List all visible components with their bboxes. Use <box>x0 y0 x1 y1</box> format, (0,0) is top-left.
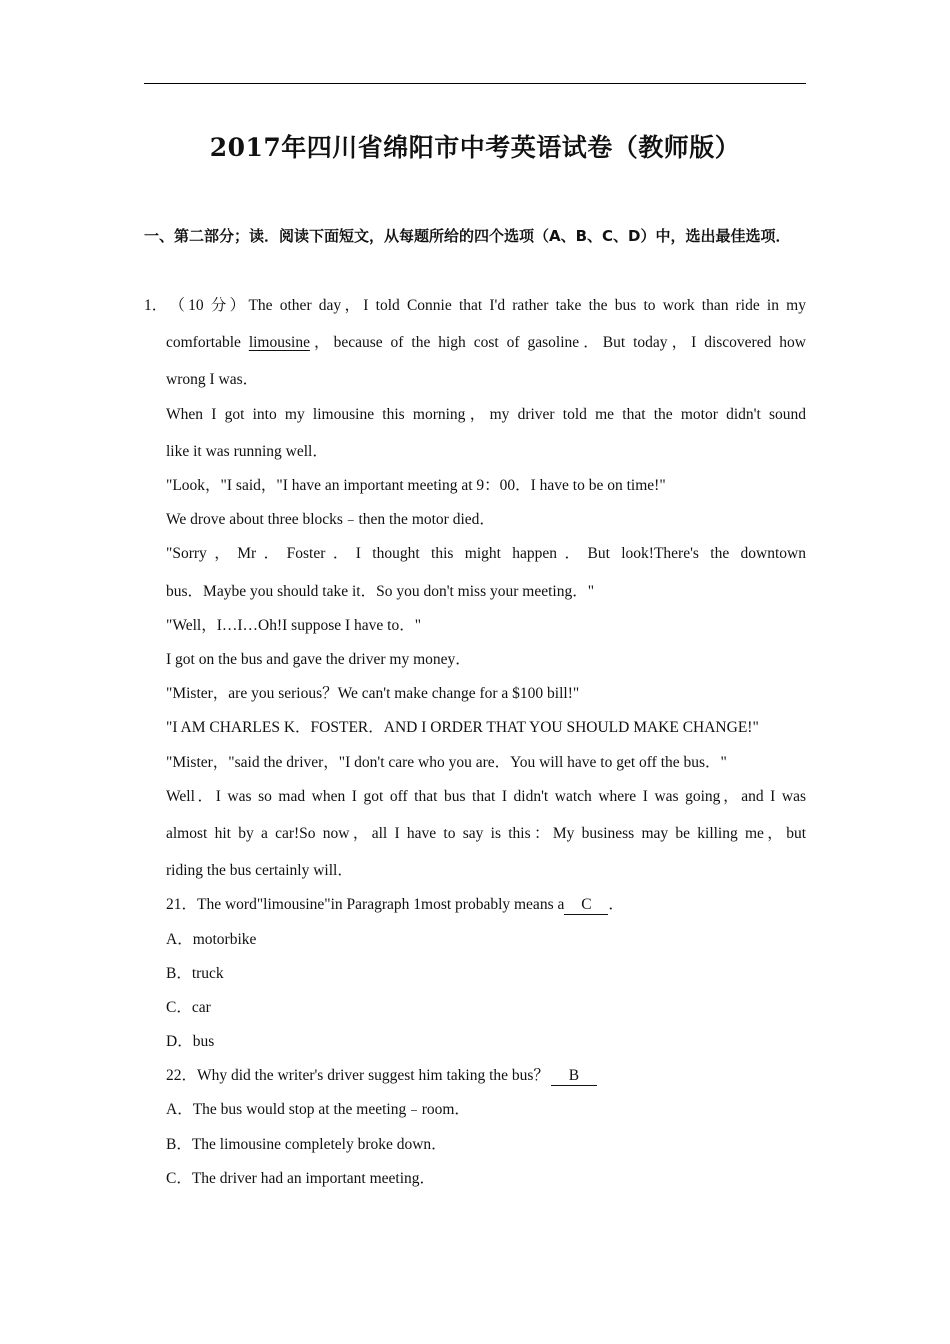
passage-line: We drove about three blocks﹣then the motor died． <box>166 511 495 528</box>
document-title: 2017年四川省绵阳市中考英语试卷（教师版） <box>209 133 741 162</box>
option-21-a: A．motorbike <box>166 931 257 948</box>
passage-line: "Look，"I said，"I have an important meeting at 9：00．I have to be on time!" <box>166 477 666 494</box>
section-heading: 一、第二部分；读．阅读下面短文，从每题所给的四个选项（A、B、C、D）中，选出最佳选项． <box>144 227 791 245</box>
passage-line: "Mister，"said the driver，"I don't care who you are．You will have to get off the bus．" <box>166 754 727 771</box>
option-21-b: B．truck <box>166 965 224 982</box>
passage-line: wrong I was． <box>166 371 259 388</box>
passage-line: almost hit by a car!So now，all I have to say is this：My business may be killing me，but <box>166 825 806 842</box>
answer-blank-22: B <box>551 1067 597 1086</box>
underlined-word-limousine: limousine <box>248 334 310 351</box>
passage-line: "Mister，are you serious？We can't make change for a $100 bill!" <box>166 685 580 702</box>
question-1-line-1: 1．（10 分）The other day，I told Connie that I'd rather take the bus to work than ride in my <box>144 294 806 318</box>
passage-line: Well．I was so mad when I got off that bus that I didn't watch where I was going，and I was <box>166 788 806 805</box>
option-22-c: C．The driver had an important meeting． <box>166 1170 436 1187</box>
option-21-c: C．car <box>166 999 211 1016</box>
passage-line: comfortable limousine，because of the high cost of gasoline．But today，I discovered how <box>166 334 806 351</box>
question-22-stem: 22．Why did the writer's driver suggest him taking the bus？ B <box>166 1064 806 1088</box>
question-21-stem: 21．The word"limousine"in Paragraph 1most probably means a C ． <box>166 896 624 913</box>
question-number: 1． <box>144 297 168 314</box>
passage-line: When I got into my limousine this morning，my driver told me that the motor didn't sound <box>166 406 806 423</box>
option-21-d: D．bus <box>166 1033 215 1050</box>
passage-line: "I AM CHARLES K．FOSTER．AND I ORDER THAT YOU SHOULD MAKE CHANGE!" <box>166 719 759 736</box>
passage-line: riding the bus certainly will． <box>166 862 353 879</box>
passage-line: like it was running well． <box>166 443 328 460</box>
header-rule <box>144 83 806 84</box>
passage-line: I got on the bus and gave the driver my money． <box>166 651 471 668</box>
passage-line: "Well，I…I…Oh!I suppose I have to．" <box>166 617 422 634</box>
passage-line: bus．Maybe you should take it．So you don't miss your meeting．" <box>166 583 595 600</box>
option-22-a: A．The bus would stop at the meeting﹣room． <box>166 1101 470 1118</box>
option-22-b: B．The limousine completely broke down． <box>166 1136 447 1153</box>
answer-blank-21: C <box>564 896 608 915</box>
passage-line: "Sorry，Mr．Foster．I thought this might happen．But look!There's the downtown <box>166 545 806 562</box>
